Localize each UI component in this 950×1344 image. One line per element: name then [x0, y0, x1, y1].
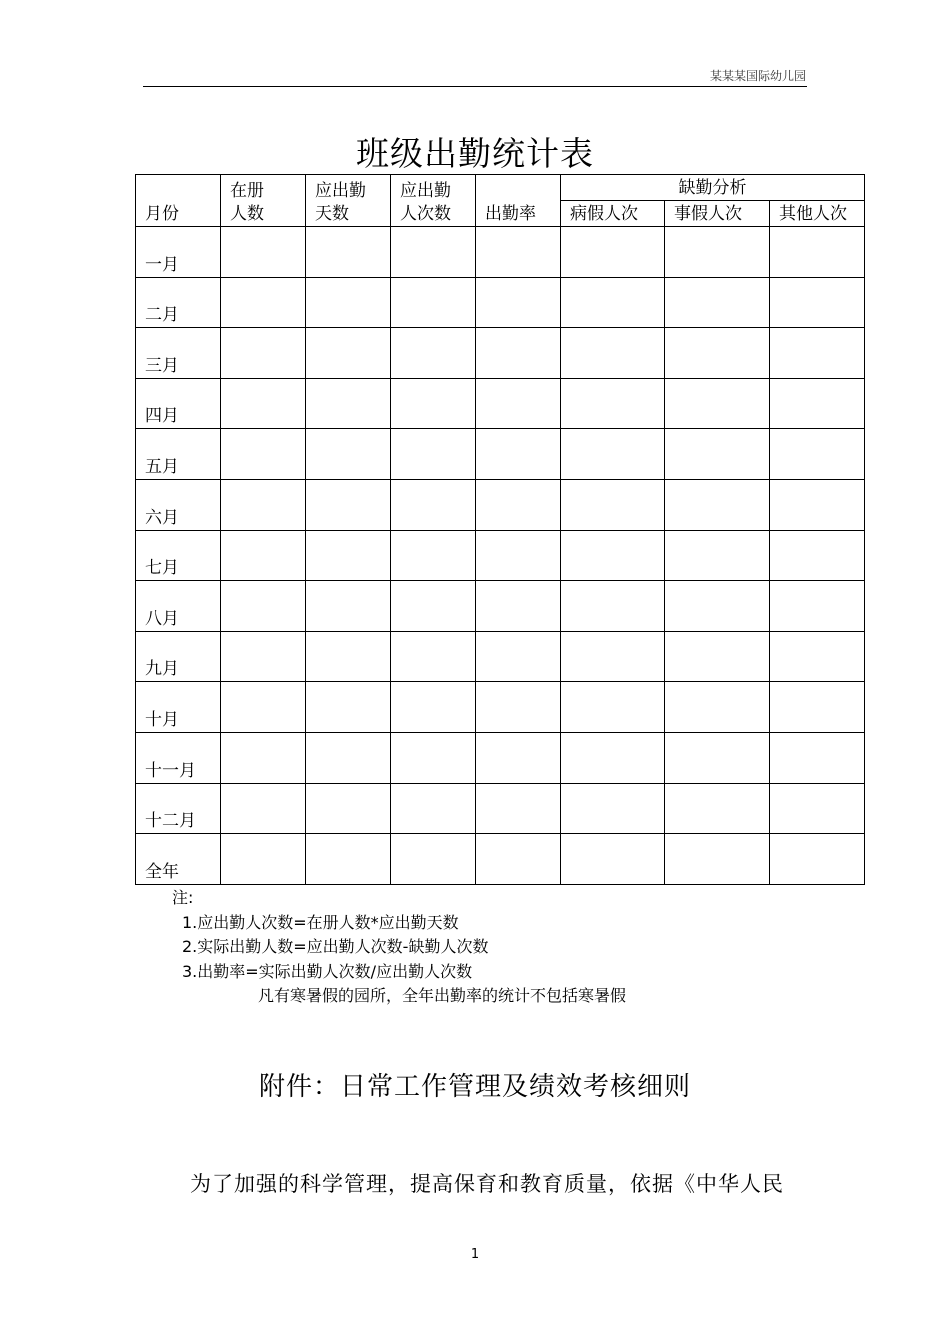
header-divider [143, 86, 807, 87]
table-row [136, 227, 865, 278]
table-cell[interactable] [476, 783, 561, 834]
table-row [136, 378, 865, 429]
table-cell[interactable] [221, 581, 306, 632]
table-cell[interactable] [391, 479, 476, 530]
table-row [136, 732, 865, 783]
table-cell[interactable] [561, 834, 665, 885]
column-header-enrolled-line2: 人数 [230, 204, 264, 224]
table-cell[interactable] [561, 429, 665, 480]
table-cell[interactable] [391, 277, 476, 328]
table-cell[interactable] [391, 783, 476, 834]
column-header-due-days [306, 175, 391, 227]
month-label: 五月 [136, 429, 221, 480]
table-cell[interactable] [221, 783, 306, 834]
month-label: 十一月 [136, 732, 221, 783]
table-cell[interactable] [561, 277, 665, 328]
table-cell[interactable] [770, 530, 865, 581]
table-cell[interactable] [665, 479, 770, 530]
column-header-due-days-line1: 应出勤 [315, 181, 366, 201]
table-cell[interactable] [770, 732, 865, 783]
table-cell[interactable] [391, 328, 476, 379]
month-label: 六月 [136, 479, 221, 530]
month-label: 三月 [136, 328, 221, 379]
table-cell[interactable] [770, 378, 865, 429]
table-cell[interactable] [221, 530, 306, 581]
attendance-table [135, 174, 865, 885]
table-cell[interactable] [221, 429, 306, 480]
table-cell[interactable] [665, 328, 770, 379]
table-cell[interactable] [561, 581, 665, 632]
table-row [136, 581, 865, 632]
table-cell[interactable] [561, 530, 665, 581]
table-cell[interactable] [391, 682, 476, 733]
table-cell[interactable] [770, 277, 865, 328]
table-cell[interactable] [770, 479, 865, 530]
table-cell[interactable] [391, 429, 476, 480]
notes-label: 注: [172, 888, 194, 907]
table-cell[interactable] [391, 581, 476, 632]
column-header-month: 月份 [136, 175, 221, 227]
table-row [136, 783, 865, 834]
month-label: 七月 [136, 530, 221, 581]
column-header-enrolled [221, 175, 306, 227]
table-cell[interactable] [306, 530, 391, 581]
table-cell[interactable] [665, 429, 770, 480]
table-cell[interactable] [561, 732, 665, 783]
table-row [136, 834, 865, 885]
page-number: 1 [470, 1247, 480, 1262]
table-cell[interactable] [561, 227, 665, 278]
table-cell[interactable] [476, 227, 561, 278]
column-header-rate: 出勤率 [476, 175, 561, 227]
table-cell[interactable] [306, 682, 391, 733]
table-cell[interactable] [561, 631, 665, 682]
table-row [136, 328, 865, 379]
note-item-3: 3.出勤率=实际出勤人次数/应出勤人次数 [182, 961, 473, 981]
column-header-personal-leave: 事假人次 [665, 201, 770, 227]
note-item-1: 1.应出勤人次数=在册人数*应出勤天数 [182, 912, 459, 932]
table-cell[interactable] [561, 328, 665, 379]
table-cell[interactable] [665, 834, 770, 885]
table-cell[interactable] [665, 631, 770, 682]
table-cell[interactable] [221, 834, 306, 885]
note-item-2: 2.实际出勤人数=应出勤人次数-缺勤人次数 [182, 937, 489, 956]
table-cell[interactable] [391, 227, 476, 278]
table-cell[interactable] [221, 378, 306, 429]
table-cell[interactable] [770, 783, 865, 834]
table-cell[interactable] [306, 581, 391, 632]
table-cell[interactable] [476, 429, 561, 480]
table-cell[interactable] [770, 581, 865, 632]
table-cell[interactable] [221, 227, 306, 278]
table-cell[interactable] [476, 732, 561, 783]
month-label: 九月 [136, 631, 221, 682]
month-label: 八月 [136, 581, 221, 632]
table-cell[interactable] [665, 732, 770, 783]
table-cell[interactable] [306, 783, 391, 834]
table-cell[interactable] [306, 631, 391, 682]
table-cell[interactable] [770, 227, 865, 278]
note-holiday-exclusion: 凡有寒暑假的园所，全年出勤率的统计不包括寒暑假 [258, 986, 627, 1005]
table-cell[interactable] [770, 631, 865, 682]
table-cell[interactable] [476, 581, 561, 632]
table-cell[interactable] [306, 479, 391, 530]
table-cell[interactable] [665, 682, 770, 733]
table-cell[interactable] [391, 834, 476, 885]
column-header-due-person-times-line2: 人次数 [400, 204, 451, 224]
table-cell[interactable] [306, 378, 391, 429]
table-cell[interactable] [561, 682, 665, 733]
table-cell[interactable] [476, 631, 561, 682]
table-cell[interactable] [221, 631, 306, 682]
table-cell[interactable] [476, 328, 561, 379]
notes-section [172, 886, 626, 1009]
column-header-due-days-line2: 天数 [315, 204, 349, 224]
table-row [136, 277, 865, 328]
table-title: 班级出勤统计表 [356, 134, 594, 173]
table-cell[interactable] [306, 277, 391, 328]
month-label: 二月 [136, 277, 221, 328]
column-header-enrolled-line1: 在册 [230, 181, 264, 201]
table-cell[interactable] [665, 378, 770, 429]
table-cell[interactable] [665, 783, 770, 834]
table-cell[interactable] [665, 581, 770, 632]
table-row [136, 429, 865, 480]
table-cell[interactable] [391, 378, 476, 429]
table-cell[interactable] [221, 277, 306, 328]
table-cell[interactable] [306, 328, 391, 379]
appendix-paragraph: 为了加强的科学管理，提高保育和教育质量，依据《中华人民 [190, 1172, 784, 1196]
table-cell[interactable] [770, 834, 865, 885]
table-cell[interactable] [306, 732, 391, 783]
table-cell[interactable] [221, 682, 306, 733]
month-label: 全年 [136, 834, 221, 885]
table-cell[interactable] [561, 783, 665, 834]
header-row-1 [136, 175, 865, 201]
table-cell[interactable] [476, 834, 561, 885]
table-row [136, 479, 865, 530]
table-cell[interactable] [221, 328, 306, 379]
column-header-due-person-times-line1: 应出勤 [400, 181, 451, 201]
table-cell[interactable] [770, 429, 865, 480]
table-cell[interactable] [306, 429, 391, 480]
table-cell[interactable] [665, 277, 770, 328]
appendix-title: 附件：日常工作管理及绩效考核细则 [258, 1072, 691, 1102]
table-row [136, 682, 865, 733]
table-cell[interactable] [391, 732, 476, 783]
table-cell[interactable] [391, 631, 476, 682]
table-cell[interactable] [476, 277, 561, 328]
column-header-absence-analysis: 缺勤分析 [561, 175, 865, 201]
table-row [136, 530, 865, 581]
month-label: 十月 [136, 682, 221, 733]
header-organization-name: 某某某国际幼儿园 [709, 69, 806, 83]
table-row [136, 631, 865, 682]
column-header-due-person-times [391, 175, 476, 227]
table-cell[interactable] [476, 378, 561, 429]
table-cell[interactable] [476, 682, 561, 733]
table-cell[interactable] [561, 378, 665, 429]
table-cell[interactable] [665, 530, 770, 581]
table-cell[interactable] [770, 682, 865, 733]
table-cell[interactable] [665, 227, 770, 278]
month-label: 十二月 [136, 783, 221, 834]
column-header-sick-leave: 病假人次 [561, 201, 665, 227]
table-cell[interactable] [561, 479, 665, 530]
table-cell[interactable] [306, 227, 391, 278]
table-cell[interactable] [770, 328, 865, 379]
table-cell[interactable] [306, 834, 391, 885]
table-cell[interactable] [476, 530, 561, 581]
table-cell[interactable] [391, 530, 476, 581]
month-label: 四月 [136, 378, 221, 429]
table-cell[interactable] [221, 479, 306, 530]
month-label: 一月 [136, 227, 221, 278]
table-cell[interactable] [476, 479, 561, 530]
column-header-other: 其他人次 [770, 201, 865, 227]
table-cell[interactable] [221, 732, 306, 783]
